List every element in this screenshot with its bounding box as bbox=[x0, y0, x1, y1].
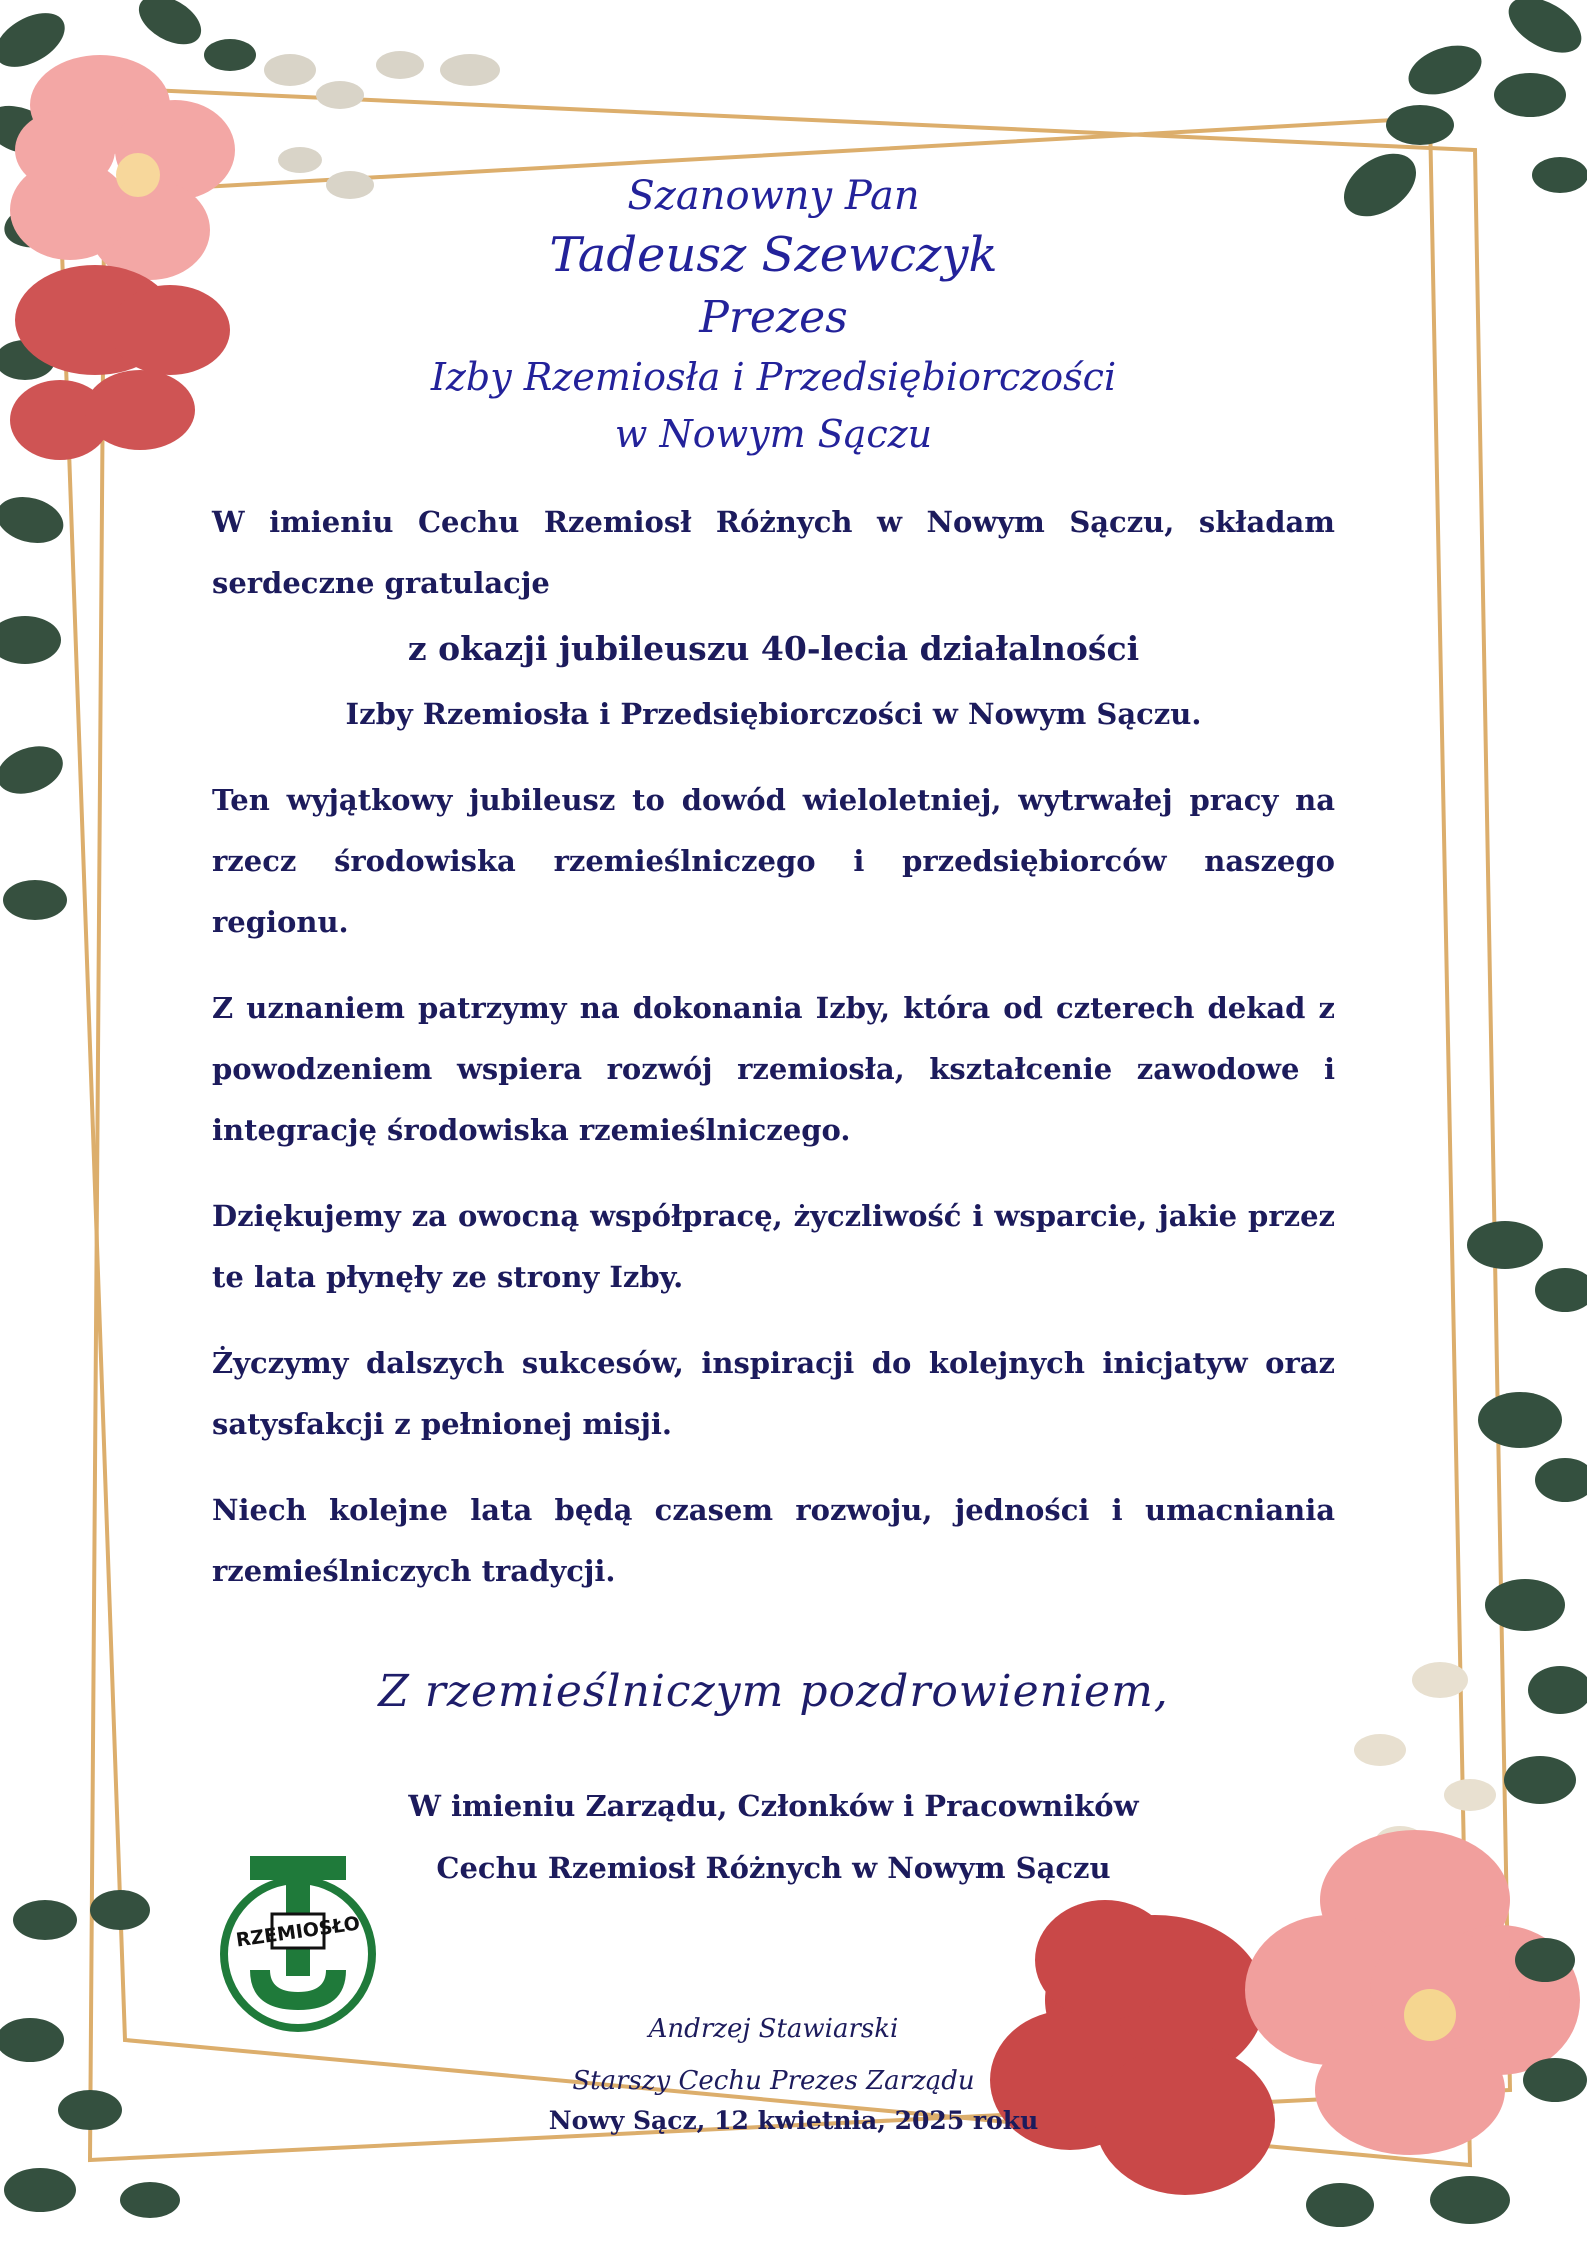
paragraph-future: Niech kolejne lata będą czasem rozwoju, jedności i umacniania rzemieślniczych tradycji. bbox=[212, 1493, 1335, 1588]
letter-content bbox=[212, 170, 1335, 2107]
signature-name: Andrzej Stawiarski bbox=[648, 2014, 899, 2044]
closing-greeting: Z rzemieślniczym pozdrowieniem, bbox=[378, 1666, 1169, 1717]
paragraph-thanks: Dziękujemy za owocną współpracę, życzliwość i wsparcie, jakie przez te lata płynęły ze strony Izby. bbox=[212, 1199, 1335, 1294]
signature-role: Starszy Cechu Prezes Zarządu bbox=[572, 2066, 975, 2096]
board-line1: W imieniu Zarządu, Członków i Pracowników bbox=[408, 1789, 1139, 1823]
salutation-greeting: Szanowny Pan bbox=[627, 173, 920, 219]
recipient-name: Tadeusz Szewczyk bbox=[549, 227, 998, 283]
signature-block bbox=[212, 2003, 1335, 2107]
board-block bbox=[212, 1775, 1335, 1899]
top-right-leaves bbox=[1332, 0, 1587, 229]
paragraph-testament: Ten wyjątkowy jubileusz to dowód wieloletniej, wytrwałej pracy na rzecz środowiska rzemieślniczego i przedsiębiorców naszego regionu. bbox=[212, 783, 1335, 939]
recipient-org-line2: w Nowym Sączu bbox=[614, 412, 933, 456]
right-vine-leaves bbox=[1467, 1221, 1587, 1804]
paragraph-recognition: Z uznaniem patrzymy na dokonania Izby, która od czterech dekad z powodzeniem wspiera rozwój rzemiosła, kształcenie zawodowe i integrację środowiska rzemieślniczego. bbox=[212, 991, 1335, 1147]
recipient-org-line1: Izby Rzemiosła i Przedsiębiorczości bbox=[430, 355, 1117, 399]
paragraph-wishes: Życzymy dalszych sukcesów, inspiracji do kolejnych inicjatyw oraz satysfakcji z pełnionej misji. bbox=[212, 1346, 1335, 1441]
paragraph-congratulations: W imieniu Cechu Rzemiosł Różnych w Nowym Sączu, składam serdeczne gratulacje bbox=[212, 505, 1335, 600]
craft-guild-logo-icon bbox=[218, 1852, 378, 2034]
recipient-title: Prezes bbox=[699, 292, 848, 343]
paragraph-jubilee: z okazji jubileuszu 40-lecia działalności bbox=[407, 629, 1140, 668]
letter-body bbox=[212, 492, 1335, 1602]
board-line2: Cechu Rzemiosł Różnych w Nowym Sączu bbox=[436, 1851, 1111, 1885]
logo-text: RZEMIOSŁO bbox=[234, 1912, 362, 1952]
salutation-block bbox=[212, 170, 1335, 462]
dateline: Nowy Sącz, 12 kwietnia, 2025 roku bbox=[548, 2106, 1039, 2135]
paragraph-institution: Izby Rzemiosła i Przedsiębiorczości w Nowym Sączu. bbox=[345, 697, 1202, 731]
